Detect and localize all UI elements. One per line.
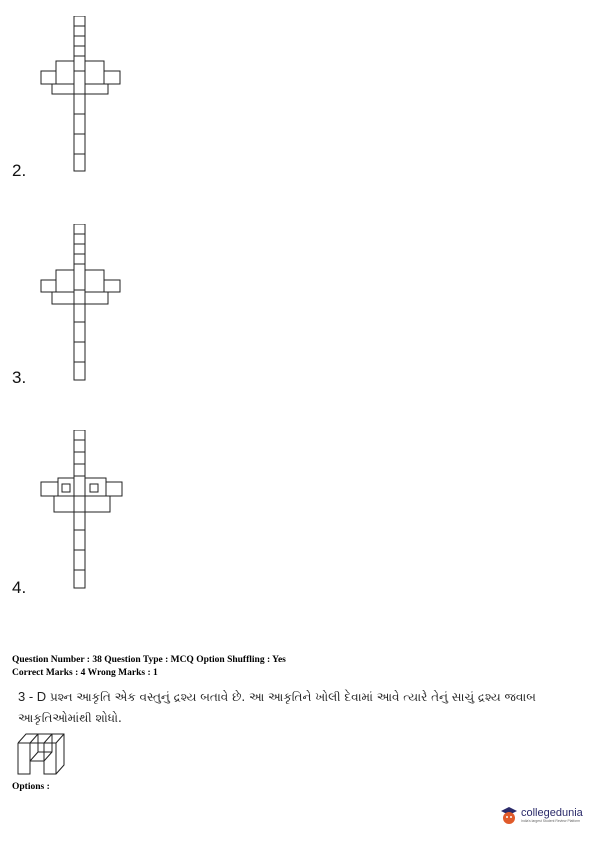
option-2-net-figure bbox=[38, 16, 122, 172]
question-text bbox=[18, 686, 578, 729]
options-label: Options : bbox=[12, 782, 50, 792]
graduate-mascot-icon bbox=[499, 805, 519, 827]
logo-name: collegedunia bbox=[521, 807, 583, 819]
question-text-line-1 bbox=[18, 686, 578, 708]
option-2-number: 2. bbox=[12, 161, 27, 180]
option-3-number: 3. bbox=[12, 368, 27, 387]
logo-tagline: India's largest Student Review Platform bbox=[521, 819, 581, 823]
option-3-net-figure bbox=[38, 224, 122, 382]
question-text-line-1-body: પ્રશ્ન આકૃતિ એક વસ્તુનું દ્રશ્ય બતાવે છે. આ આકૃતિને ખોલી દેવામાં આવે ત્યારે તેનું સાચું દ્રશ્ય જવાબ bbox=[46, 690, 536, 704]
collegedunia-logo bbox=[499, 803, 583, 829]
option-4-number: 4. bbox=[12, 578, 27, 597]
question-meta-line-1: Question Number : 38 Question Type : MCQ Option Shuffling : Yes bbox=[12, 655, 286, 665]
option-4-net-figure bbox=[38, 430, 124, 590]
question-text-line-2: આકૃતિઓમાંથી શોધો. bbox=[18, 711, 122, 725]
question-meta-line-2: Correct Marks : 4 Wrong Marks : 1 bbox=[12, 668, 158, 678]
question-id: 3 - D bbox=[18, 689, 47, 704]
question-object-figure bbox=[16, 731, 66, 776]
